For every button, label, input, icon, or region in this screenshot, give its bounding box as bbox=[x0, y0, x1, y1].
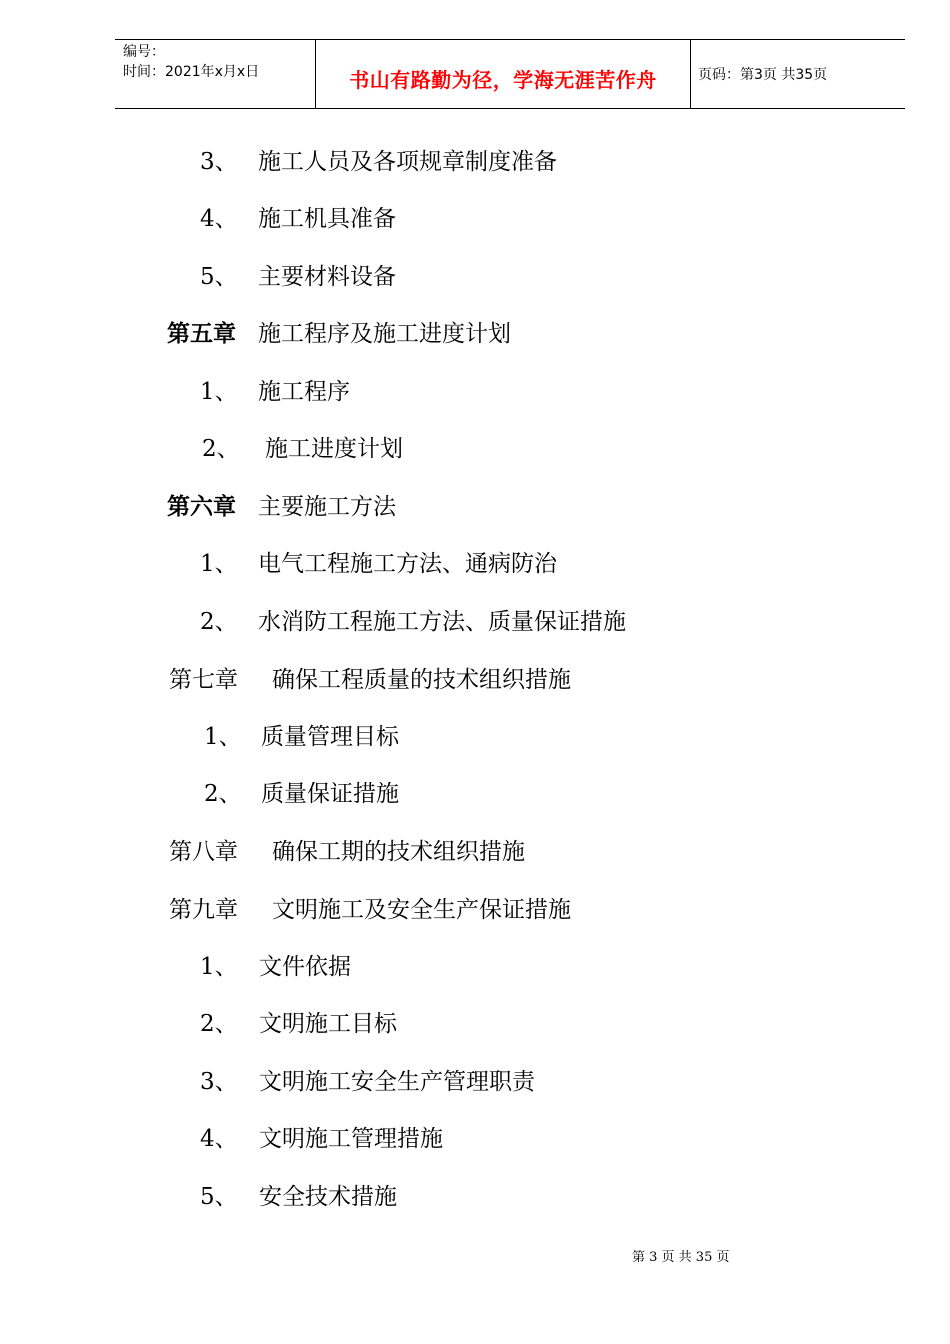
page-footer: 第 3 页 共 35 页 bbox=[632, 1250, 730, 1265]
toc-item-text: 文件依据 bbox=[259, 954, 351, 980]
chapter-title: 主要施工方法 bbox=[258, 494, 396, 520]
chapter-number: 第六章 bbox=[167, 493, 236, 520]
page-info: 页码：第3页 共35页 bbox=[698, 67, 828, 83]
toc-item-text: 质量保证措施 bbox=[261, 781, 399, 807]
toc-item-number: 3、 bbox=[200, 149, 238, 175]
toc-item-number: 1、 bbox=[200, 954, 238, 980]
toc-item-text: 文明施工管理措施 bbox=[259, 1126, 443, 1152]
chapter-number: 第八章 bbox=[169, 839, 238, 865]
page-header bbox=[115, 39, 905, 109]
header-motto-cell bbox=[315, 40, 691, 108]
header-left-cell bbox=[115, 40, 315, 108]
number-label: 编号： bbox=[123, 44, 165, 60]
chapter-title: 施工程序及施工进度计划 bbox=[258, 321, 511, 347]
toc-item-number: 4、 bbox=[200, 1126, 238, 1152]
chapter-title: 文明施工及安全生产保证措施 bbox=[272, 897, 571, 923]
header-right-cell bbox=[690, 40, 905, 108]
toc-item-text: 施工进度计划 bbox=[265, 436, 403, 462]
toc-item-text: 施工机具准备 bbox=[258, 206, 396, 232]
toc-item-number: 3、 bbox=[200, 1069, 238, 1095]
time-label: 时间：2021年x月x日 bbox=[123, 64, 260, 80]
toc-item-text: 文明施工目标 bbox=[259, 1011, 397, 1037]
motto: 书山有路勤为径，学海无涯苦作舟 bbox=[349, 68, 657, 92]
toc-item-text: 电气工程施工方法、通病防治 bbox=[258, 551, 557, 577]
toc-item-number: 2、 bbox=[204, 781, 242, 807]
toc-item-number: 2、 bbox=[200, 609, 238, 635]
chapter-number: 第五章 bbox=[167, 320, 236, 347]
toc-item-text: 施工人员及各项规章制度准备 bbox=[258, 149, 557, 175]
toc-item-text: 施工程序 bbox=[258, 379, 350, 405]
toc-item-text: 质量管理目标 bbox=[261, 724, 399, 750]
toc-item-number: 5、 bbox=[200, 264, 238, 290]
toc-item-number: 1、 bbox=[200, 551, 238, 577]
toc-item-number: 2、 bbox=[202, 436, 240, 462]
toc-item-text: 主要材料设备 bbox=[258, 264, 396, 290]
toc-item-number: 1、 bbox=[200, 379, 238, 405]
toc-item-text: 安全技术措施 bbox=[259, 1184, 397, 1210]
toc-item-text: 文明施工安全生产管理职责 bbox=[259, 1069, 535, 1095]
chapter-title: 确保工程质量的技术组织措施 bbox=[272, 667, 571, 693]
chapter-number: 第七章 bbox=[169, 667, 238, 693]
toc-item-number: 2、 bbox=[200, 1011, 238, 1037]
toc-item-number: 5、 bbox=[200, 1184, 238, 1210]
chapter-number: 第九章 bbox=[169, 897, 238, 923]
chapter-title: 确保工期的技术组织措施 bbox=[272, 839, 525, 865]
toc-item-text: 水消防工程施工方法、质量保证措施 bbox=[258, 609, 626, 635]
toc-item-number: 1、 bbox=[204, 724, 242, 750]
toc-item-number: 4、 bbox=[200, 206, 238, 232]
